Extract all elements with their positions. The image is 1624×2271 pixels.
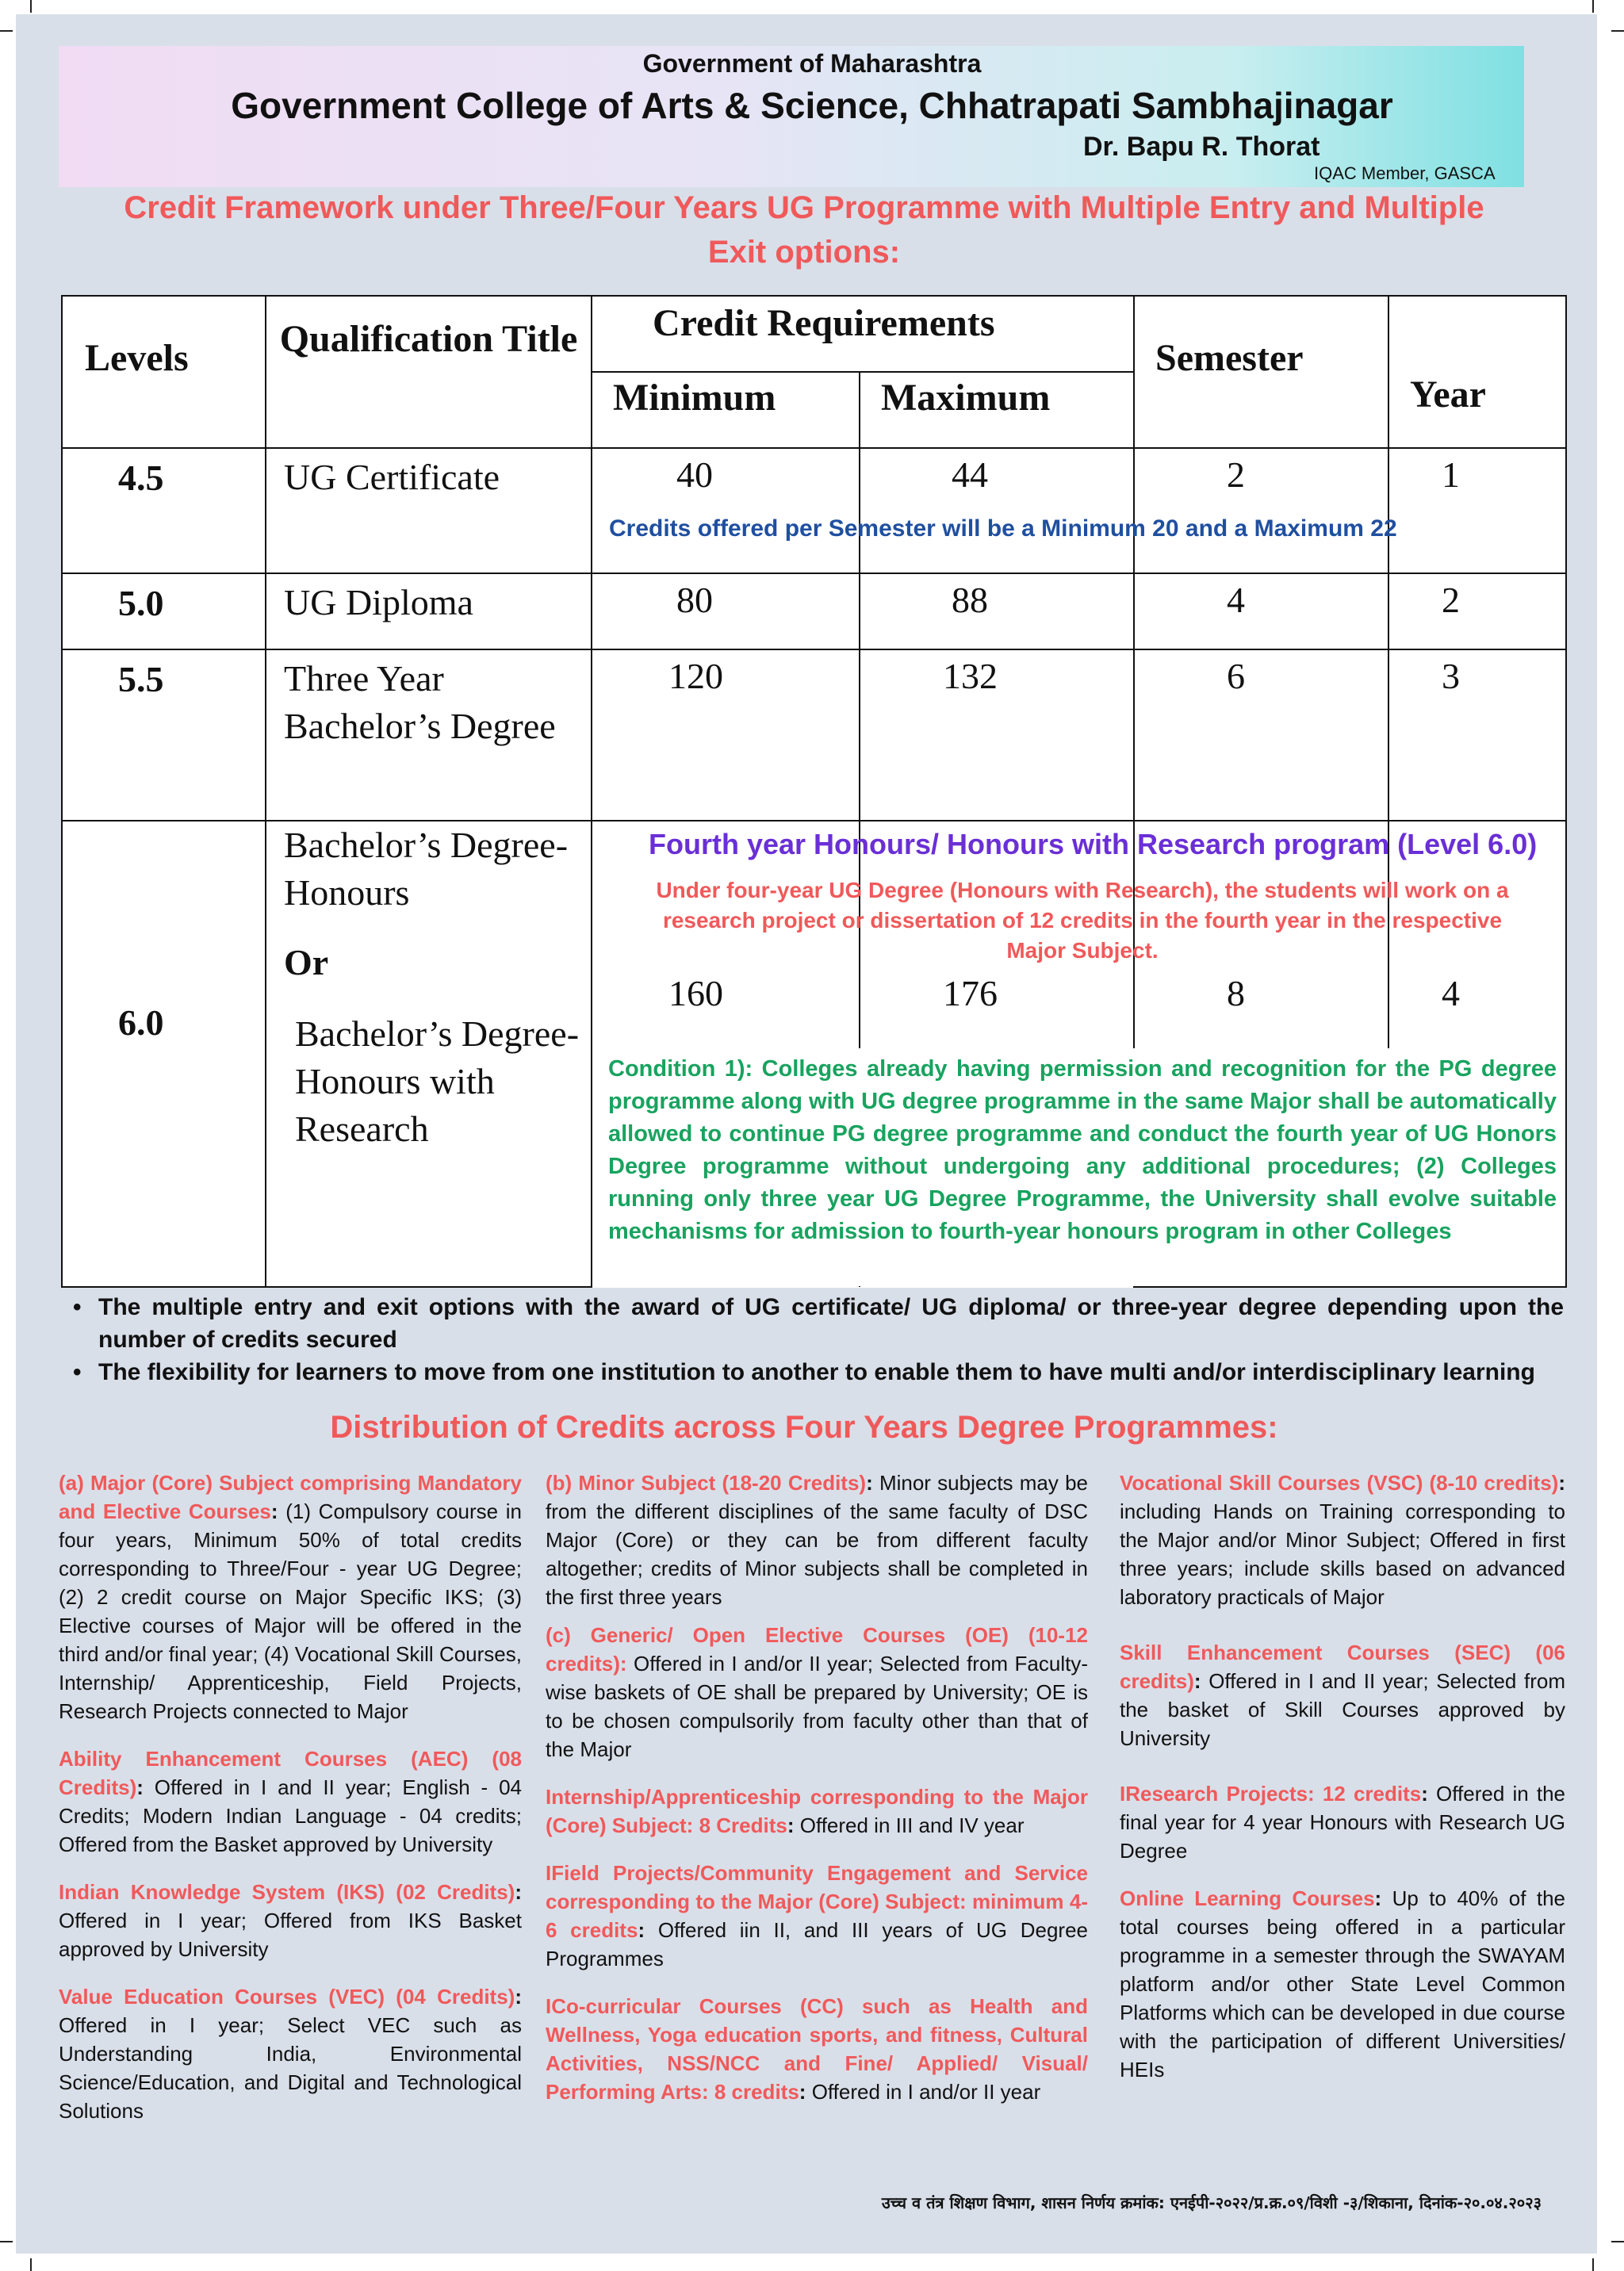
row-year: 3 — [1388, 649, 1566, 821]
credit-item-head: Internship/Apprenticeship corresponding to the Major (Core) Subject: 8 Credits — [546, 1785, 1088, 1837]
header-qualification: Qualification Title — [266, 296, 592, 448]
header-minimum: Minimum — [592, 372, 860, 448]
credit-item-body: Up to 40% of the total courses being offered in a particular programme in a semester through the SWAYAM platform and/or other State Level Common Platforms which can be developed in due course with the participation of different Universities/ HEIs — [1120, 1886, 1565, 2081]
credit-item-head: Vocational Skill Courses (VSC) (8-10 credits) — [1120, 1471, 1559, 1495]
page-title-line2: Exit options: — [707, 235, 901, 270]
credit-item-head: Online Learning Courses — [1120, 1886, 1375, 1910]
credit-item: (b) Minor Subject (18-20 Credits): Minor subjects may be from the different disciplines of the same faculty of DSC Major (Core) or they can be from different faculty altogether; credits of Minor subjects shall be completed in the first three years — [546, 1471, 1088, 1609]
author-name: Dr. Bapu R. Thorat — [1083, 132, 1320, 162]
row-title: UG Diploma — [266, 573, 592, 649]
row-title-or: Or — [284, 942, 329, 982]
crop-mark — [1611, 2241, 1624, 2242]
row-min: 40 — [592, 448, 860, 573]
fourth-year-note: Fourth year Honours/ Honours with Research program (Level 6.0) — [649, 828, 1538, 860]
table-row — [62, 573, 1566, 649]
condition-note: Condition 1): Colleges already having permission and recognition for the PG degree programme along with UG degree programme in the same Major shall be automatically allowed to continue PG degree programme and conduct the fourth year of UG Honors Degree programme without undergoing any additional procedures; (2) Colleges running only three year UG Degree Programme, the University shall evolve suitable mechanisms for admission to fourth-year honours program in other Colleges — [608, 1056, 1557, 1244]
row-semester: 4 — [1134, 573, 1388, 649]
credit-item-head: IResearch Projects: 12 credits — [1120, 1782, 1422, 1806]
row-semester: 6 — [1134, 649, 1388, 821]
credit-item-body: Offered in I and/or II year; Selected from Faculty-wise baskets of OE shall be prepared by University; OE is to be chosen compulsorily from faculty other than that of the Major — [546, 1652, 1088, 1761]
credit-item: Ability Enhancement Courses (AEC) (08 Credits): Offered in I and II year; English - 04 Credits; Modern Indian Language - 04 credits; Offered from the Basket approved by University — [59, 1747, 522, 1856]
government-label: Government of Maharashtra — [642, 49, 982, 78]
row-min: 120 — [592, 649, 860, 821]
row-semester: 2 — [1134, 448, 1388, 573]
credit-item-body: Offered in I and II year; English - 04 Credits; Modern Indian Language - 04 credits; Offered from the Basket approved by University — [59, 1775, 522, 1856]
credit-item: Online Learning Courses: Up to 40% of the total courses being offered in a particular programme in a semester through the SWAYAM platform and/or other State Level Common Platforms which can be developed in due course with the participation of different Universities/ HEIs — [1120, 1886, 1565, 2081]
author-role: IQAC Member, GASCA — [1314, 163, 1496, 183]
credit-item-head: (c) Generic/ Open Elective Courses (OE) (10-12 credits): — [546, 1623, 1088, 1675]
crop-mark — [30, 2258, 32, 2271]
credit-item-body: Minor subjects may be from the different disciplines of the same faculty of DSC Major (Core) or they can be from different faculty altogether; credits of Minor subjects shall be completed in the first three years — [546, 1471, 1088, 1609]
crop-mark — [0, 2241, 13, 2242]
credit-item — [546, 1621, 1088, 1764]
crop-mark — [1611, 30, 1624, 32]
credit-item: Internship/Apprenticeship corresponding to the Major (Core) Subject: 8 Credits: Offered in III and IV year — [546, 1785, 1088, 1837]
semester-credit-note: Credits offered per Semester will be a Minimum 20 and a Maximum 22 — [609, 515, 1397, 542]
row-level: 5.0 — [62, 573, 266, 649]
credit-item-body: Offered in the final year for 4 year Honours with Research UG Degree — [1120, 1782, 1565, 1863]
footer-reference: उच्च व तंत्र शिक्षण विभाग, शासन निर्णय क्रमांक: एनईपी-२०२२/प्र.क्र.०९/विशी -३/शिकाना, दिनांक-२०.०४.२०२३ — [881, 2193, 1542, 2212]
credit-item-body: Offered in I and/or II year — [806, 2080, 1041, 2104]
header-maximum: Maximum — [860, 372, 1134, 448]
credit-item-head: (a) Major (Core) Subject comprising Mandatory and Elective Courses — [59, 1471, 522, 1523]
credit-item-head: ICo-curricular Courses (CC) such as Health and Wellness, Yoga education sports, and fitness, Cultural Activities, NSS/NCC and Fine/ Applied/ Visual/ Performing Arts: 8 credits — [546, 1994, 1088, 2104]
row-title: Bachelor’s Degree- Honours — [284, 825, 569, 913]
credit-item-body: (1) Compulsory course in four years, Minimum 50% of total credits corresponding to Three/Four - year UG Degree; (2) 2 credit course on Major Specific IKS; (3) Elective courses of Major will be offered in the third and/or final year; (4) Vocational Skill Courses, Internship/ Apprenticeship, Field Projects, Research Projects connected to Major — [59, 1499, 522, 1723]
credit-item: IResearch Projects: 12 credits: Offered in the final year for 4 year Honours with Research UG Degree — [1120, 1782, 1565, 1863]
row-max: 176 — [860, 821, 1134, 1287]
college-name: Government College of Arts & Science, Chhatrapati Sambhajinagar — [231, 85, 1393, 126]
table-row — [62, 649, 1566, 821]
row-title-cell — [266, 821, 592, 1287]
credit-item-head: Skill Enhancement Courses (SEC) (06 credits) — [1120, 1641, 1565, 1693]
list-item: • The multiple entry and exit options with the award of UG certificate/ UG diploma/ or three-year degree depending upon the number of credits secured — [73, 1291, 1564, 1356]
credit-item-head: (b) Minor Subject (18-20 Credits) — [546, 1471, 867, 1495]
credit-item-body: Offered in III and IV year — [794, 1813, 1025, 1837]
row-year: 1 — [1388, 448, 1566, 573]
credit-item: Value Education Courses (VEC) (04 Credits): Offered in I year; Select VEC such as Understanding India, Environmental Science/Education, and Digital and Technological Solutions — [59, 1985, 522, 2123]
row-min: 80 — [592, 573, 860, 649]
row-year: 4 — [1388, 821, 1566, 1287]
header-year: Year — [1388, 296, 1566, 448]
credit-item-head: Indian Knowledge System (IKS) (02 Credits) — [59, 1880, 515, 1904]
credit-item: Indian Knowledge System (IKS) (02 Credits): Offered in I year; Offered from IKS Basket approved by University — [59, 1880, 522, 1961]
list-item: • The flexibility for learners to move from one institution to another to enable them to have multi and/or interdisciplinary learning — [73, 1356, 1564, 1388]
credit-item-body: Offered in I year; Select VEC such as Understanding India, Environmental Science/Education, and Digital and Technological Solutions — [59, 2013, 522, 2123]
header-semester: Semester — [1134, 296, 1388, 448]
credit-item: Vocational Skill Courses (VSC) (8-10 credits): including Hands on Training corresponding to the Major and/or Minor Subject; Offered in first three years; include skills based on advanced laboratory practicals of Major — [1120, 1471, 1565, 1609]
row-level: 6.0 — [62, 821, 266, 1287]
column-right — [1120, 1469, 1565, 2103]
research-note: Under four-year UG Degree (Honours with Research), the students will work on a research project or dissertation of 12 credits in the fourth year in the respective Major Subject. — [656, 878, 1509, 963]
distribution-title: Distribution of Credits across Four Years Degree Programmes: — [330, 1410, 1278, 1445]
credit-item-body: Offered iin II, and III years of UG Degree Programmes — [546, 1918, 1088, 1970]
crop-mark — [30, 0, 32, 13]
header-levels: Levels — [62, 296, 266, 448]
column-left — [59, 1469, 522, 2144]
header-credit-requirements: Credit Requirements — [592, 296, 1134, 372]
table-row — [62, 448, 1566, 573]
row-semester: 8 — [1134, 821, 1388, 1287]
credit-item-head: Value Education Courses (VEC) (04 Credits) — [59, 1985, 515, 2009]
credit-item: Skill Enhancement Courses (SEC) (06 credits): Offered in I and II year; Selected from the basket of Skill Courses approved by University — [1120, 1641, 1565, 1750]
crop-mark — [0, 30, 13, 32]
crop-mark — [1592, 0, 1594, 13]
row-min: 160 — [592, 821, 860, 1287]
credit-item: IField Projects/Community Engagement and Service corresponding to the Major (Core) Subject: minimum 4-6 credits: Offered iin II, and III years of UG Degree Programmes — [546, 1861, 1088, 1970]
credit-item: ICo-curricular Courses (CC) such as Health and Wellness, Yoga education sports, and fitness, Cultural Activities, NSS/NCC and Fine/ Applied/ Visual/ Performing Arts: 8 credits: Offered in I and/or II year — [546, 1994, 1088, 2104]
column-middle — [546, 1469, 1088, 2125]
row-title: UG Certificate — [266, 448, 592, 573]
page-title-line1: Credit Framework under Three/Four Years UG Programme with Multiple Entry and Multiple — [124, 190, 1484, 225]
row-level: 4.5 — [62, 448, 266, 573]
row-title: Three Year Bachelor’s Degree — [266, 649, 592, 821]
credit-item-head: IField Projects/Community Engagement and Service corresponding to the Major (Core) Subject: minimum 4-6 credits — [546, 1861, 1088, 1942]
crop-mark — [1592, 2258, 1594, 2271]
credit-item-body: Offered in I and II year; Selected from the basket of Skill Courses approved by University — [1120, 1669, 1565, 1750]
row-title-alt: Bachelor’s Degree- Honours with Research — [295, 1013, 580, 1149]
credit-item-body: Offered in I year; Offered from IKS Basket approved by University — [59, 1909, 522, 1961]
credit-item-head: Ability Enhancement Courses (AEC) (08 Credits) — [59, 1747, 522, 1799]
bullet-list — [73, 1291, 1564, 1388]
row-level: 5.5 — [62, 649, 266, 821]
row-max: 132 — [860, 649, 1134, 821]
row-max: 88 — [860, 573, 1134, 649]
row-max: 44 — [860, 448, 1134, 573]
credit-item-body: including Hands on Training corresponding to the Major and/or Minor Subject; Offered in first three years; include skills based on advanced laboratory practicals of Major — [1120, 1499, 1565, 1609]
credit-item: (a) Major (Core) Subject comprising Mandatory and Elective Courses: (1) Compulsory course in four years, Minimum 50% of total credits corresponding to Three/Four - year UG Degree; (2) 2 credit course on Major Specific IKS; (3) Elective courses of Major will be offered in the third and/or final year; (4) Vocational Skill Courses, Internship/ Apprenticeship, Field Projects, Research Projects connected to Major — [59, 1471, 522, 1723]
row-year: 2 — [1388, 573, 1566, 649]
